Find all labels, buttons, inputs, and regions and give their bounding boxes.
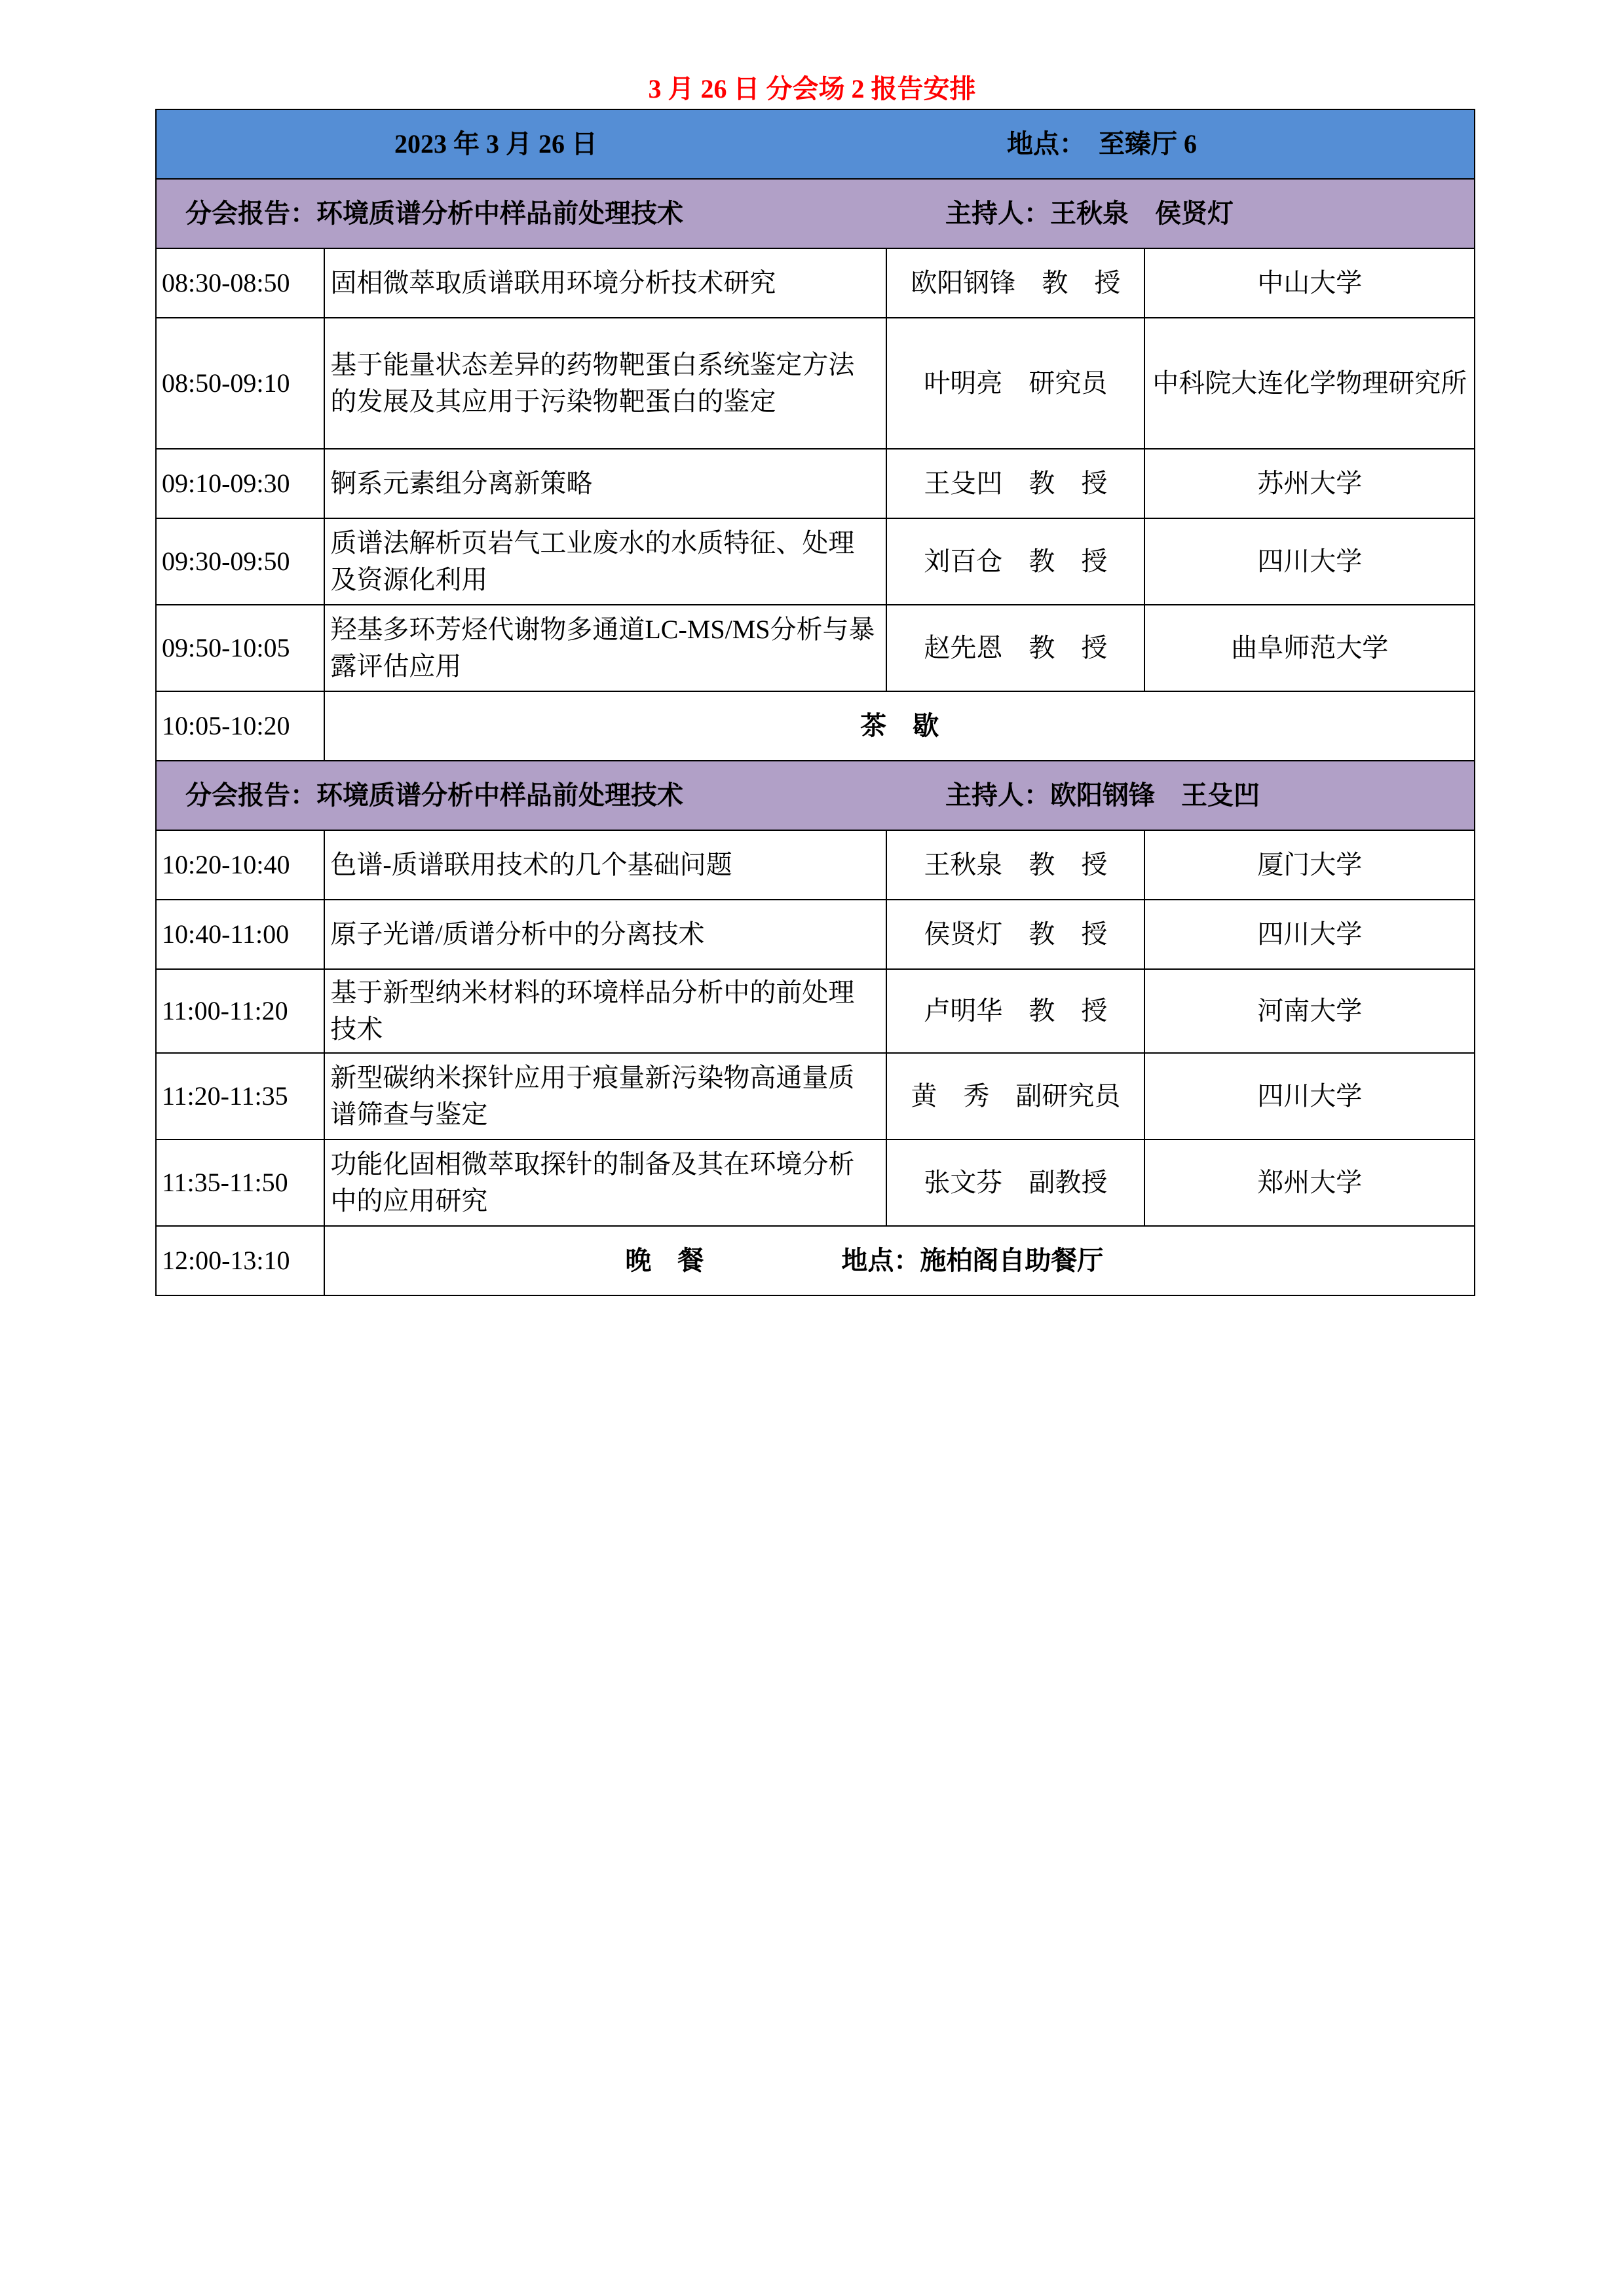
talk-time: 09:10-09:30 [156, 449, 324, 518]
talk-title: 基于能量状态差异的药物靶蛋白系统鉴定方法的发展及其应用于污染物靶蛋白的鉴定 [324, 318, 886, 449]
talk-affiliation: 厦门大学 [1144, 830, 1475, 900]
talk-title: 原子光谱/质谱分析中的分离技术 [324, 900, 886, 969]
location-value: 至臻厅 6 [1099, 129, 1197, 159]
talk-time: 08:30-08:50 [156, 248, 324, 318]
talk-speaker: 侯贤灯 教 授 [886, 900, 1144, 969]
talk-title: 锕系元素组分离新策略 [324, 449, 886, 518]
table-row [156, 1053, 1475, 1139]
table-row [156, 969, 1475, 1053]
talk-title: 质谱法解析页岩气工业废水的水质特征、处理及资源化利用 [324, 518, 886, 605]
session-header-cell [156, 761, 1475, 830]
dinner-row [156, 1226, 1475, 1295]
talk-affiliation: 中科院大连化学物理研究所 [1144, 318, 1475, 449]
table-row [156, 449, 1475, 518]
talk-time: 09:50-10:05 [156, 605, 324, 691]
talk-title: 羟基多环芳烃代谢物多通道LC-MS/MS分析与暴露评估应用 [324, 605, 886, 691]
session-label: 分会报告：环境质谱分析中样品前处理技术 [185, 199, 683, 228]
table-row [156, 318, 1475, 449]
table-row [156, 900, 1475, 969]
talk-affiliation: 四川大学 [1144, 518, 1475, 605]
talk-speaker: 欧阳钢锋 教 授 [886, 248, 1144, 318]
talk-affiliation: 四川大学 [1144, 900, 1475, 969]
host-names: 欧阳钢锋 王殳凹 [1050, 780, 1260, 810]
host-names: 王秋泉 侯贤灯 [1050, 199, 1234, 228]
talk-speaker: 黄 秀 副研究员 [886, 1053, 1144, 1139]
dinner-location: 地点：施柏阁自助餐厅 [841, 1246, 1104, 1275]
talk-affiliation: 郑州大学 [1144, 1139, 1475, 1226]
talk-affiliation: 四川大学 [1144, 1053, 1475, 1139]
talk-speaker: 张文芬 副教授 [886, 1139, 1144, 1226]
session-header-cell [156, 179, 1475, 248]
talk-time: 11:00-11:20 [156, 969, 324, 1053]
talk-time: 10:40-11:00 [156, 900, 324, 969]
talk-time: 11:35-11:50 [156, 1139, 324, 1226]
tea-break-label: 茶 歇 [324, 691, 1475, 761]
session-header-row [156, 179, 1475, 248]
date-label: 2023 年 3 月 26 日 [394, 129, 597, 159]
schedule-table [155, 109, 1475, 1296]
talk-affiliation: 曲阜师范大学 [1144, 605, 1475, 691]
talk-time: 10:20-10:40 [156, 830, 324, 900]
location-label: 地点： [1007, 129, 1086, 159]
table-row [156, 605, 1475, 691]
table-row [156, 830, 1475, 900]
session-label: 分会报告：环境质谱分析中样品前处理技术 [185, 780, 683, 810]
talk-speaker: 刘百仓 教 授 [886, 518, 1144, 605]
talk-affiliation: 河南大学 [1144, 969, 1475, 1053]
table-row [156, 1139, 1475, 1226]
talk-speaker: 王殳凹 教 授 [886, 449, 1144, 518]
talk-time: 08:50-09:10 [156, 318, 324, 449]
date-header-cell [156, 109, 1475, 179]
dinner-label: 晚 餐 [625, 1246, 704, 1275]
session-header-row [156, 761, 1475, 830]
host-label: 主持人： [945, 780, 1050, 810]
talk-title: 新型碳纳米探针应用于痕量新污染物高通量质谱筛查与鉴定 [324, 1053, 886, 1139]
talk-time: 09:30-09:50 [156, 518, 324, 605]
page-title: 3 月 26 日 分会场 2 报告安排 [648, 74, 976, 104]
talk-title: 固相微萃取质谱联用环境分析技术研究 [324, 248, 886, 318]
dinner-time: 12:00-13:10 [156, 1226, 324, 1295]
tea-break-row [156, 691, 1475, 761]
talk-title: 基于新型纳米材料的环境样品分析中的前处理技术 [324, 969, 886, 1053]
date-header-row [156, 109, 1475, 179]
talk-title: 功能化固相微萃取探针的制备及其在环境分析中的应用研究 [324, 1139, 886, 1226]
talk-time: 11:20-11:35 [156, 1053, 324, 1139]
talk-title: 色谱-质谱联用技术的几个基础问题 [324, 830, 886, 900]
dinner-cell [324, 1226, 1475, 1295]
talk-affiliation: 中山大学 [1144, 248, 1475, 318]
host-label: 主持人： [945, 199, 1050, 228]
talk-affiliation: 苏州大学 [1144, 449, 1475, 518]
tea-break-time: 10:05-10:20 [156, 691, 324, 761]
talk-speaker: 赵先恩 教 授 [886, 605, 1144, 691]
table-row [156, 248, 1475, 318]
table-row [156, 518, 1475, 605]
talk-speaker: 叶明亮 研究员 [886, 318, 1144, 449]
talk-speaker: 卢明华 教 授 [886, 969, 1144, 1053]
talk-speaker: 王秋泉 教 授 [886, 830, 1144, 900]
